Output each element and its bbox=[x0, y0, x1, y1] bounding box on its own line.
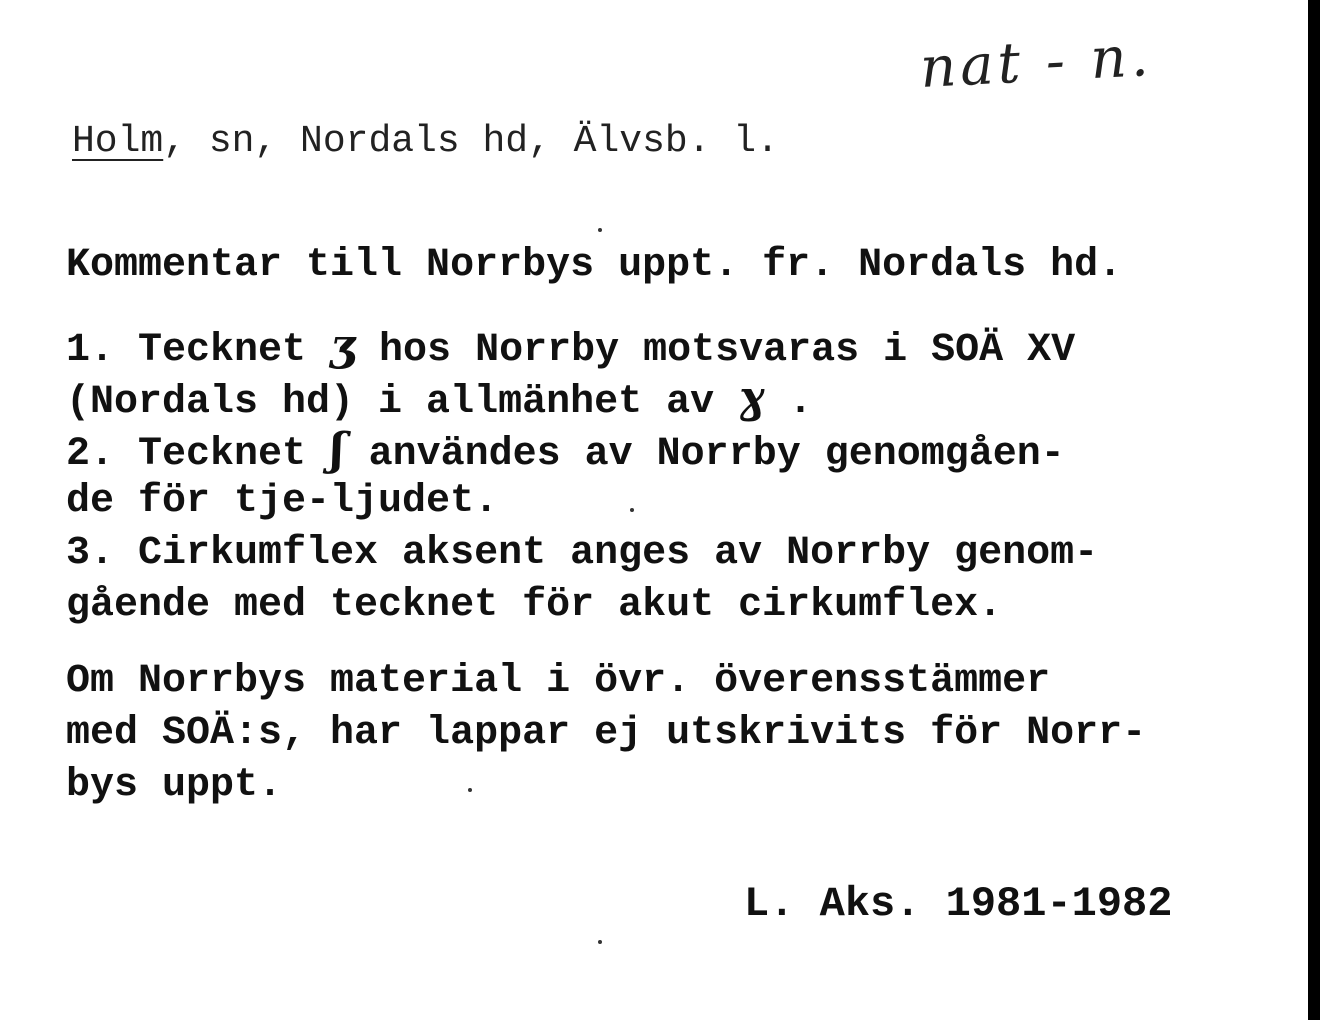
point-3-line-2: gående med tecknet för akut cirkumflex. bbox=[66, 583, 1003, 628]
point-3-line-1: 3. Cirkumflex aksent anges av Norrby genom- bbox=[66, 531, 1099, 576]
symbol-ezh: ʒ bbox=[330, 320, 356, 371]
card-heading bbox=[72, 116, 779, 168]
speck bbox=[598, 228, 602, 232]
signoff: L. Aks. 1981-1982 bbox=[744, 880, 1173, 928]
point-2-line-2: de för tje-ljudet. bbox=[66, 479, 499, 524]
handwritten-note: nat - n. bbox=[918, 23, 1154, 102]
note-line-3: bys uppt. bbox=[66, 763, 283, 808]
point-1-text-b: hos Norrby motsvaras i SOÄ XV bbox=[355, 328, 1076, 373]
speck bbox=[468, 788, 472, 792]
scan-edge bbox=[1308, 0, 1320, 1020]
symbol-esh: ʃ bbox=[330, 424, 345, 475]
symbol-gamma: ɣ bbox=[738, 372, 765, 423]
place-name: Holm bbox=[72, 120, 164, 163]
point-1-text-c: (Nordals hd) i allmänhet av bbox=[66, 380, 739, 425]
speck bbox=[598, 940, 602, 944]
scan-edge-lower bbox=[1308, 960, 1314, 1020]
point-1-text-a: 1. Tecknet bbox=[66, 328, 331, 373]
note-line-2: med SOÄ:s, har lappar ej utskrivits för Norr- bbox=[66, 711, 1147, 756]
point-1-line-1 bbox=[66, 320, 1075, 377]
point-1-text-d: . bbox=[764, 380, 813, 425]
point-2-text-a: 2. Tecknet bbox=[66, 432, 331, 477]
place-details: , sn, Nordals hd, Älvsb. l. bbox=[163, 120, 779, 163]
card-title: Kommentar till Norrbys uppt. fr. Nordals hd. bbox=[66, 243, 1123, 288]
speck bbox=[630, 508, 634, 512]
point-2-line-1 bbox=[66, 424, 1065, 481]
point-1-line-2 bbox=[66, 372, 813, 429]
note-line-1: Om Norrbys material i övr. överensstämmer bbox=[66, 659, 1051, 704]
point-2-text-b: användes av Norrby genomgåen- bbox=[344, 432, 1065, 477]
